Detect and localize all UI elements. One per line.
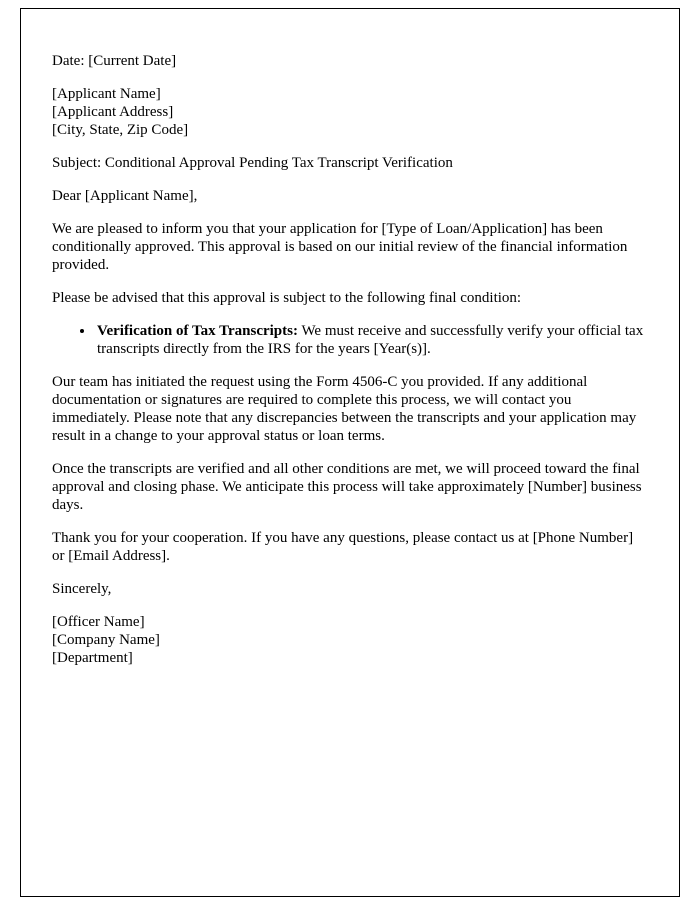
recipient-address: [Applicant Address] (52, 104, 174, 120)
signature-department: [Department] (52, 650, 133, 666)
salutation: Dear [Applicant Name], (52, 188, 198, 204)
signature-company: [Company Name] (52, 632, 160, 648)
conditions-list (52, 322, 648, 358)
paragraph-timeline: Once the transcripts are verified and all other conditions are met, we will proceed toward the final approval and closing phase. We anticipate this process will take approximately [Number] business days. (52, 461, 642, 513)
condition-text: We must receive and successfully verify your official tax transcripts directly from the IRS for the years [Year(s)]. (97, 323, 644, 357)
recipient-city-state-zip: [City, State, Zip Code] (52, 122, 189, 138)
paragraph-approval: We are pleased to inform you that your application for [Type of Loan/Application] has been conditionally approved. This approval is based on our initial review of the financial information provided. (52, 221, 628, 273)
closing: Sincerely, (52, 581, 112, 597)
paragraph-condition-lead: Please be advised that this approval is subject to the following final condition: (52, 290, 522, 306)
signature-officer: [Officer Name] (52, 614, 145, 630)
recipient-block (52, 85, 648, 139)
paragraph-contact: Thank you for your cooperation. If you have any questions, please contact us at [Phone Number] or [Email Address]. (52, 530, 634, 564)
signature-block (52, 613, 648, 667)
recipient-name: [Applicant Name] (52, 86, 161, 102)
paragraph-process: Our team has initiated the request using the Form 4506-C you provided. If any additional documentation or signatures are required to complete this process, we will contact you immediately. Please note that any discrepancies between the transcripts and your application may result in a change to your approval status or loan terms. (52, 374, 637, 444)
condition-title: Verification of Tax Transcripts: (97, 323, 298, 339)
letter-page (20, 8, 680, 897)
condition-item (95, 322, 648, 358)
subject-line: Subject: Conditional Approval Pending Tax Transcript Verification (52, 155, 453, 171)
date-line: Date: [Current Date] (52, 53, 177, 69)
